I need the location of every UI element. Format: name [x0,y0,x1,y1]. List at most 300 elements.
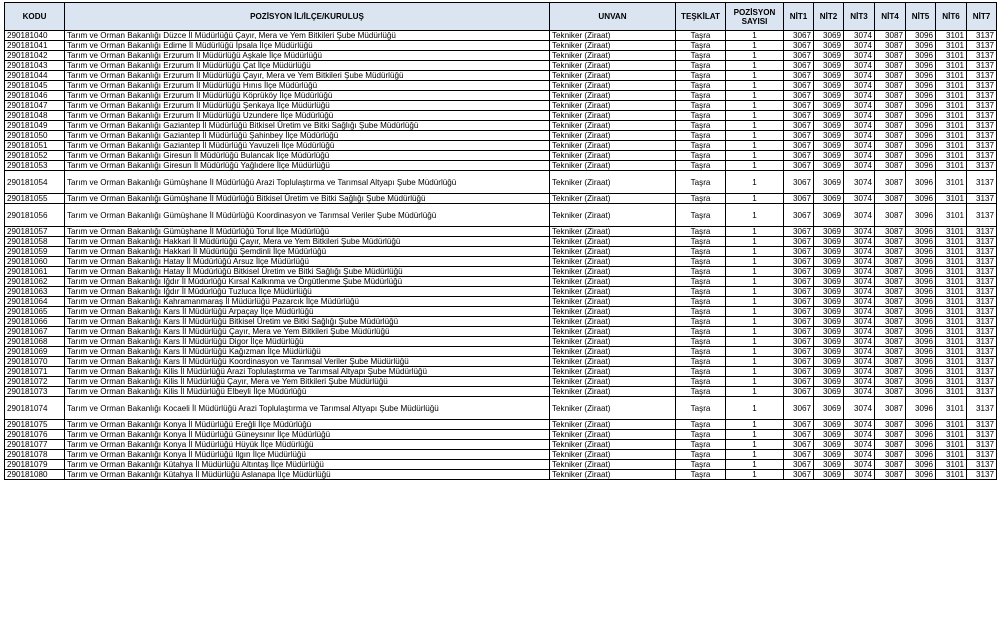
cell-nit4: 3087 [875,397,906,420]
cell-nit4: 3087 [875,387,906,397]
cell-nit3: 3074 [844,267,875,277]
cell-nit7: 3137 [967,171,997,194]
cell-unvan: Tekniker (Ziraat) [550,470,676,480]
cell-nit7: 3137 [967,327,997,337]
cell-nit1: 3067 [784,111,814,121]
table-row [5,161,997,171]
cell-nit6: 3101 [936,420,967,430]
cell-unvan: Tekniker (Ziraat) [550,227,676,237]
cell-nit1: 3067 [784,347,814,357]
cell-nit6: 3101 [936,257,967,267]
cell-pozisyon-sayisi: 1 [726,450,784,460]
cell-nit6: 3101 [936,317,967,327]
cell-pozisyon: Tarım ve Orman Bakanlığı Giresun İl Müdürlüğü Bulancak İlçe Müdürlüğü [65,151,550,161]
cell-nit2: 3069 [814,337,844,347]
cell-nit6: 3101 [936,337,967,347]
cell-pozisyon: Tarım ve Orman Bakanlığı Hakkari İl Müdürlüğü Şemdinli İlçe Müdürlüğü [65,247,550,257]
cell-nit1: 3067 [784,317,814,327]
cell-pozisyon: Tarım ve Orman Bakanlığı Kilis İl Müdürlüğü Elbeyli İlçe Müdürlüğü [65,387,550,397]
cell-teskilat: Taşra [676,204,726,227]
table-row [5,71,997,81]
cell-unvan: Tekniker (Ziraat) [550,131,676,141]
table-row [5,204,997,227]
table-row [5,131,997,141]
cell-nit5: 3096 [906,31,936,41]
cell-unvan: Tekniker (Ziraat) [550,81,676,91]
cell-nit5: 3096 [906,227,936,237]
cell-pozisyon-sayisi: 1 [726,61,784,71]
table-row [5,41,997,51]
cell-nit5: 3096 [906,377,936,387]
cell-kodu: 290181078 [5,450,65,460]
cell-nit6: 3101 [936,71,967,81]
cell-pozisyon: Tarım ve Orman Bakanlığı Gümüşhane İl Müdürlüğü Torul İlçe Müdürlüğü [65,227,550,237]
cell-nit1: 3067 [784,151,814,161]
cell-unvan: Tekniker (Ziraat) [550,91,676,101]
cell-nit2: 3069 [814,287,844,297]
cell-nit3: 3074 [844,337,875,347]
cell-kodu: 290181049 [5,121,65,131]
cell-nit7: 3137 [967,397,997,420]
cell-nit2: 3069 [814,41,844,51]
cell-unvan: Tekniker (Ziraat) [550,161,676,171]
cell-nit6: 3101 [936,460,967,470]
cell-pozisyon: Tarım ve Orman Bakanlığı Gaziantep İl Müdürlüğü Bitkisel Üretim ve Bitki Sağlığı Şube Müdürlüğü [65,121,550,131]
cell-teskilat: Taşra [676,121,726,131]
cell-nit7: 3137 [967,51,997,61]
cell-pozisyon: Tarım ve Orman Bakanlığı Erzurum İl Müdürlüğü Uzundere İlçe Müdürlüğü [65,111,550,121]
cell-nit3: 3074 [844,297,875,307]
cell-nit7: 3137 [967,377,997,387]
cell-nit1: 3067 [784,41,814,51]
header-sayi-line-1: POZİSYON [733,7,776,17]
cell-teskilat: Taşra [676,377,726,387]
cell-nit7: 3137 [967,41,997,51]
cell-nit2: 3069 [814,257,844,267]
cell-nit1: 3067 [784,420,814,430]
cell-teskilat: Taşra [676,397,726,420]
cell-unvan: Tekniker (Ziraat) [550,297,676,307]
cell-nit1: 3067 [784,131,814,141]
cell-nit4: 3087 [875,81,906,91]
cell-pozisyon: Tarım ve Orman Bakanlığı Kütahya İl Müdürlüğü Aslanapa İlçe Müdürlüğü [65,470,550,480]
cell-kodu: 290181076 [5,430,65,440]
cell-pozisyon: Tarım ve Orman Bakanlığı Erzurum İl Müdürlüğü Çat İlçe Müdürlüğü [65,61,550,71]
cell-nit7: 3137 [967,297,997,307]
cell-pozisyon: Tarım ve Orman Bakanlığı Düzce İl Müdürlüğü Çayır, Mera ve Yem Bitkileri Şube Müdürlüğü [65,31,550,41]
cell-nit1: 3067 [784,277,814,287]
cell-nit7: 3137 [967,91,997,101]
cell-nit5: 3096 [906,161,936,171]
cell-teskilat: Taşra [676,101,726,111]
cell-nit2: 3069 [814,397,844,420]
cell-nit7: 3137 [967,247,997,257]
cell-nit4: 3087 [875,470,906,480]
cell-pozisyon-sayisi: 1 [726,171,784,194]
cell-unvan: Tekniker (Ziraat) [550,151,676,161]
cell-pozisyon-sayisi: 1 [726,111,784,121]
cell-nit7: 3137 [967,161,997,171]
cell-nit1: 3067 [784,81,814,91]
cell-nit1: 3067 [784,247,814,257]
cell-nit2: 3069 [814,450,844,460]
table-body [5,31,997,480]
table-row [5,237,997,247]
cell-nit2: 3069 [814,347,844,357]
cell-nit3: 3074 [844,204,875,227]
header-nit4: NİT4 [875,3,906,31]
cell-nit6: 3101 [936,377,967,387]
table-row [5,387,997,397]
cell-nit3: 3074 [844,277,875,287]
table-header-row [5,3,997,31]
cell-nit1: 3067 [784,367,814,377]
cell-teskilat: Taşra [676,161,726,171]
cell-nit7: 3137 [967,257,997,267]
cell-nit3: 3074 [844,41,875,51]
cell-kodu: 290181079 [5,460,65,470]
cell-nit4: 3087 [875,287,906,297]
table-row [5,450,997,460]
cell-unvan: Tekniker (Ziraat) [550,357,676,367]
cell-nit3: 3074 [844,347,875,357]
cell-nit4: 3087 [875,337,906,347]
cell-nit6: 3101 [936,267,967,277]
cell-kodu: 290181067 [5,327,65,337]
cell-nit6: 3101 [936,327,967,337]
cell-teskilat: Taşra [676,91,726,101]
cell-nit4: 3087 [875,257,906,267]
cell-kodu: 290181062 [5,277,65,287]
cell-nit7: 3137 [967,121,997,131]
table-row [5,357,997,367]
cell-pozisyon: Tarım ve Orman Bakanlığı Kilis İl Müdürlüğü Arazi Toplulaştırma ve Tarımsal Altyapı Şube Müdürlüğü [65,367,550,377]
cell-pozisyon-sayisi: 1 [726,227,784,237]
cell-nit4: 3087 [875,101,906,111]
cell-pozisyon-sayisi: 1 [726,51,784,61]
table-row [5,277,997,287]
cell-nit6: 3101 [936,440,967,450]
table-row [5,430,997,440]
cell-nit2: 3069 [814,227,844,237]
cell-nit4: 3087 [875,227,906,237]
cell-nit5: 3096 [906,327,936,337]
table-row [5,367,997,377]
cell-pozisyon-sayisi: 1 [726,337,784,347]
cell-nit5: 3096 [906,91,936,101]
cell-nit1: 3067 [784,91,814,101]
cell-nit3: 3074 [844,101,875,111]
cell-nit6: 3101 [936,204,967,227]
cell-kodu: 290181073 [5,387,65,397]
cell-unvan: Tekniker (Ziraat) [550,287,676,297]
cell-nit3: 3074 [844,171,875,194]
cell-unvan: Tekniker (Ziraat) [550,51,676,61]
cell-pozisyon: Tarım ve Orman Bakanlığı Kars İl Müdürlüğü Digor İlçe Müdürlüğü [65,337,550,347]
cell-nit3: 3074 [844,61,875,71]
table-row [5,151,997,161]
cell-pozisyon: Tarım ve Orman Bakanlığı Hatay İl Müdürlüğü Bitkisel Üretim ve Bitki Sağlığı Şube Müdürlüğü [65,267,550,277]
cell-nit6: 3101 [936,61,967,71]
cell-pozisyon-sayisi: 1 [726,420,784,430]
cell-nit2: 3069 [814,71,844,81]
cell-nit3: 3074 [844,287,875,297]
cell-nit3: 3074 [844,460,875,470]
cell-kodu: 290181056 [5,204,65,227]
cell-nit1: 3067 [784,460,814,470]
cell-pozisyon-sayisi: 1 [726,81,784,91]
table-row [5,227,997,237]
cell-nit1: 3067 [784,337,814,347]
cell-unvan: Tekniker (Ziraat) [550,440,676,450]
table-row [5,377,997,387]
cell-nit5: 3096 [906,357,936,367]
cell-pozisyon: Tarım ve Orman Bakanlığı Kahramanmaraş İl Müdürlüğü Pazarcık İlçe Müdürlüğü [65,297,550,307]
cell-pozisyon-sayisi: 1 [726,367,784,377]
cell-nit4: 3087 [875,61,906,71]
cell-nit7: 3137 [967,460,997,470]
cell-nit1: 3067 [784,450,814,460]
table-row [5,267,997,277]
cell-nit1: 3067 [784,440,814,450]
cell-pozisyon-sayisi: 1 [726,161,784,171]
table-row [5,141,997,151]
cell-nit6: 3101 [936,287,967,297]
cell-nit3: 3074 [844,151,875,161]
cell-nit7: 3137 [967,227,997,237]
cell-pozisyon: Tarım ve Orman Bakanlığı Erzurum İl Müdürlüğü Hınıs İlçe Müdürlüğü [65,81,550,91]
cell-teskilat: Taşra [676,194,726,204]
cell-kodu: 290181060 [5,257,65,267]
cell-nit1: 3067 [784,51,814,61]
cell-nit3: 3074 [844,227,875,237]
cell-nit5: 3096 [906,247,936,257]
table-row [5,51,997,61]
cell-teskilat: Taşra [676,31,726,41]
cell-pozisyon-sayisi: 1 [726,121,784,131]
cell-nit1: 3067 [784,267,814,277]
cell-unvan: Tekniker (Ziraat) [550,387,676,397]
table-row [5,307,997,317]
cell-nit5: 3096 [906,267,936,277]
cell-nit4: 3087 [875,71,906,81]
cell-nit3: 3074 [844,131,875,141]
cell-nit3: 3074 [844,31,875,41]
cell-pozisyon: Tarım ve Orman Bakanlığı Gümüşhane İl Müdürlüğü Bitkisel Üretim ve Bitki Sağlığı Şube Müdürlüğü [65,194,550,204]
cell-nit3: 3074 [844,81,875,91]
cell-nit4: 3087 [875,171,906,194]
cell-nit2: 3069 [814,61,844,71]
cell-teskilat: Taşra [676,171,726,194]
cell-nit6: 3101 [936,450,967,460]
header-teskilat: TEŞKİLAT [676,3,726,31]
cell-teskilat: Taşra [676,237,726,247]
cell-pozisyon-sayisi: 1 [726,71,784,81]
cell-nit2: 3069 [814,420,844,430]
header-pozisyon: POZİSYON İL/İLÇE/KURULUŞ [65,3,550,31]
cell-nit7: 3137 [967,470,997,480]
cell-nit4: 3087 [875,247,906,257]
cell-teskilat: Taşra [676,470,726,480]
cell-pozisyon-sayisi: 1 [726,131,784,141]
cell-nit7: 3137 [967,337,997,347]
table-row [5,347,997,357]
cell-pozisyon: Tarım ve Orman Bakanlığı Kilis İl Müdürlüğü Çayır, Mera ve Yem Bitkileri Şube Müdürlüğü [65,377,550,387]
cell-kodu: 290181065 [5,307,65,317]
cell-nit2: 3069 [814,470,844,480]
cell-pozisyon: Tarım ve Orman Bakanlığı Erzurum İl Müdürlüğü Çayır, Mera ve Yem Bitkileri Şube Müdürlüğü [65,71,550,81]
cell-pozisyon: Tarım ve Orman Bakanlığı Giresun İl Müdürlüğü Yağlıdere İlçe Müdürlüğü [65,161,550,171]
cell-nit1: 3067 [784,257,814,267]
cell-pozisyon-sayisi: 1 [726,287,784,297]
cell-nit4: 3087 [875,327,906,337]
cell-nit1: 3067 [784,171,814,194]
cell-unvan: Tekniker (Ziraat) [550,247,676,257]
cell-nit1: 3067 [784,297,814,307]
cell-teskilat: Taşra [676,277,726,287]
cell-nit7: 3137 [967,387,997,397]
cell-nit6: 3101 [936,307,967,317]
cell-nit6: 3101 [936,111,967,121]
cell-nit4: 3087 [875,440,906,450]
cell-teskilat: Taşra [676,367,726,377]
header-nit7: NİT7 [967,3,997,31]
cell-teskilat: Taşra [676,317,726,327]
cell-pozisyon: Tarım ve Orman Bakanlığı Iğdır İl Müdürlüğü Kırsal Kalkınma ve Örgütlenme Şube Müdürlüğü [65,277,550,287]
cell-pozisyon: Tarım ve Orman Bakanlığı Kars İl Müdürlüğü Koordinasyon ve Tarımsal Veriler Şube Müdürlüğü [65,357,550,367]
cell-nit5: 3096 [906,387,936,397]
cell-nit5: 3096 [906,61,936,71]
table-row [5,460,997,470]
header-nit5: NİT5 [906,3,936,31]
cell-nit5: 3096 [906,257,936,267]
cell-nit3: 3074 [844,111,875,121]
cell-nit2: 3069 [814,317,844,327]
cell-nit7: 3137 [967,307,997,317]
cell-pozisyon: Tarım ve Orman Bakanlığı Gaziantep İl Müdürlüğü Şahinbey İlçe Müdürlüğü [65,131,550,141]
cell-unvan: Tekniker (Ziraat) [550,41,676,51]
cell-teskilat: Taşra [676,420,726,430]
cell-teskilat: Taşra [676,81,726,91]
cell-nit6: 3101 [936,41,967,51]
cell-nit2: 3069 [814,91,844,101]
cell-pozisyon: Tarım ve Orman Bakanlığı Gaziantep İl Müdürlüğü Yavuzeli İlçe Müdürlüğü [65,141,550,151]
cell-pozisyon-sayisi: 1 [726,257,784,267]
cell-nit3: 3074 [844,317,875,327]
header-nit1: NİT1 [784,3,814,31]
cell-nit7: 3137 [967,317,997,327]
cell-nit2: 3069 [814,131,844,141]
table-row [5,31,997,41]
table-row [5,194,997,204]
cell-pozisyon-sayisi: 1 [726,470,784,480]
cell-nit7: 3137 [967,347,997,357]
cell-kodu: 290181068 [5,337,65,347]
cell-nit5: 3096 [906,297,936,307]
cell-pozisyon-sayisi: 1 [726,357,784,367]
cell-kodu: 290181059 [5,247,65,257]
cell-unvan: Tekniker (Ziraat) [550,204,676,227]
cell-nit5: 3096 [906,307,936,317]
position-table-container [4,2,997,480]
cell-nit5: 3096 [906,131,936,141]
cell-kodu: 290181042 [5,51,65,61]
cell-nit1: 3067 [784,307,814,317]
cell-nit3: 3074 [844,357,875,367]
cell-nit5: 3096 [906,141,936,151]
cell-pozisyon-sayisi: 1 [726,387,784,397]
cell-nit2: 3069 [814,430,844,440]
cell-kodu: 290181044 [5,71,65,81]
cell-pozisyon: Tarım ve Orman Bakanlığı Konya İl Müdürlüğü Ilgın İlçe Müdürlüğü [65,450,550,460]
cell-nit5: 3096 [906,111,936,121]
cell-nit6: 3101 [936,31,967,41]
cell-kodu: 290181064 [5,297,65,307]
cell-kodu: 290181054 [5,171,65,194]
cell-nit5: 3096 [906,81,936,91]
header-nit6: NİT6 [936,3,967,31]
cell-nit1: 3067 [784,227,814,237]
header-sayi-line-2: SAYISI [741,16,768,26]
cell-nit5: 3096 [906,430,936,440]
cell-pozisyon: Tarım ve Orman Bakanlığı Kocaeli İl Müdürlüğü Arazi Toplulaştırma ve Tarımsal Altyapı Şube Müdürlüğü [65,397,550,420]
cell-pozisyon: Tarım ve Orman Bakanlığı Kars İl Müdürlüğü Arpaçay İlçe Müdürlüğü [65,307,550,317]
cell-nit5: 3096 [906,194,936,204]
cell-pozisyon-sayisi: 1 [726,397,784,420]
cell-nit6: 3101 [936,121,967,131]
cell-nit4: 3087 [875,277,906,287]
cell-nit3: 3074 [844,161,875,171]
cell-kodu: 290181071 [5,367,65,377]
cell-nit7: 3137 [967,450,997,460]
cell-nit5: 3096 [906,337,936,347]
cell-nit4: 3087 [875,297,906,307]
cell-unvan: Tekniker (Ziraat) [550,31,676,41]
cell-nit3: 3074 [844,450,875,460]
cell-nit3: 3074 [844,440,875,450]
cell-nit3: 3074 [844,247,875,257]
cell-nit4: 3087 [875,237,906,247]
cell-pozisyon: Tarım ve Orman Bakanlığı Hakkari İl Müdürlüğü Çayır, Mera ve Yem Bitkileri Şube Müdürlüğü [65,237,550,247]
cell-kodu: 290181041 [5,41,65,51]
cell-unvan: Tekniker (Ziraat) [550,327,676,337]
table-row [5,317,997,327]
cell-pozisyon-sayisi: 1 [726,430,784,440]
cell-nit6: 3101 [936,397,967,420]
cell-teskilat: Taşra [676,41,726,51]
cell-nit7: 3137 [967,151,997,161]
cell-nit4: 3087 [875,161,906,171]
cell-nit2: 3069 [814,31,844,41]
cell-teskilat: Taşra [676,131,726,141]
cell-nit6: 3101 [936,297,967,307]
cell-pozisyon: Tarım ve Orman Bakanlığı Konya İl Müdürlüğü Güneysınır İlçe Müdürlüğü [65,430,550,440]
table-row [5,257,997,267]
table-row [5,297,997,307]
cell-nit5: 3096 [906,367,936,377]
cell-pozisyon-sayisi: 1 [726,237,784,247]
cell-nit2: 3069 [814,440,844,450]
cell-teskilat: Taşra [676,387,726,397]
cell-teskilat: Taşra [676,450,726,460]
cell-pozisyon: Tarım ve Orman Bakanlığı Gümüşhane İl Müdürlüğü Koordinasyon ve Tarımsal Veriler Şube Müdürlüğü [65,204,550,227]
cell-unvan: Tekniker (Ziraat) [550,347,676,357]
cell-nit1: 3067 [784,161,814,171]
cell-nit4: 3087 [875,141,906,151]
cell-nit3: 3074 [844,91,875,101]
cell-nit7: 3137 [967,267,997,277]
cell-teskilat: Taşra [676,460,726,470]
